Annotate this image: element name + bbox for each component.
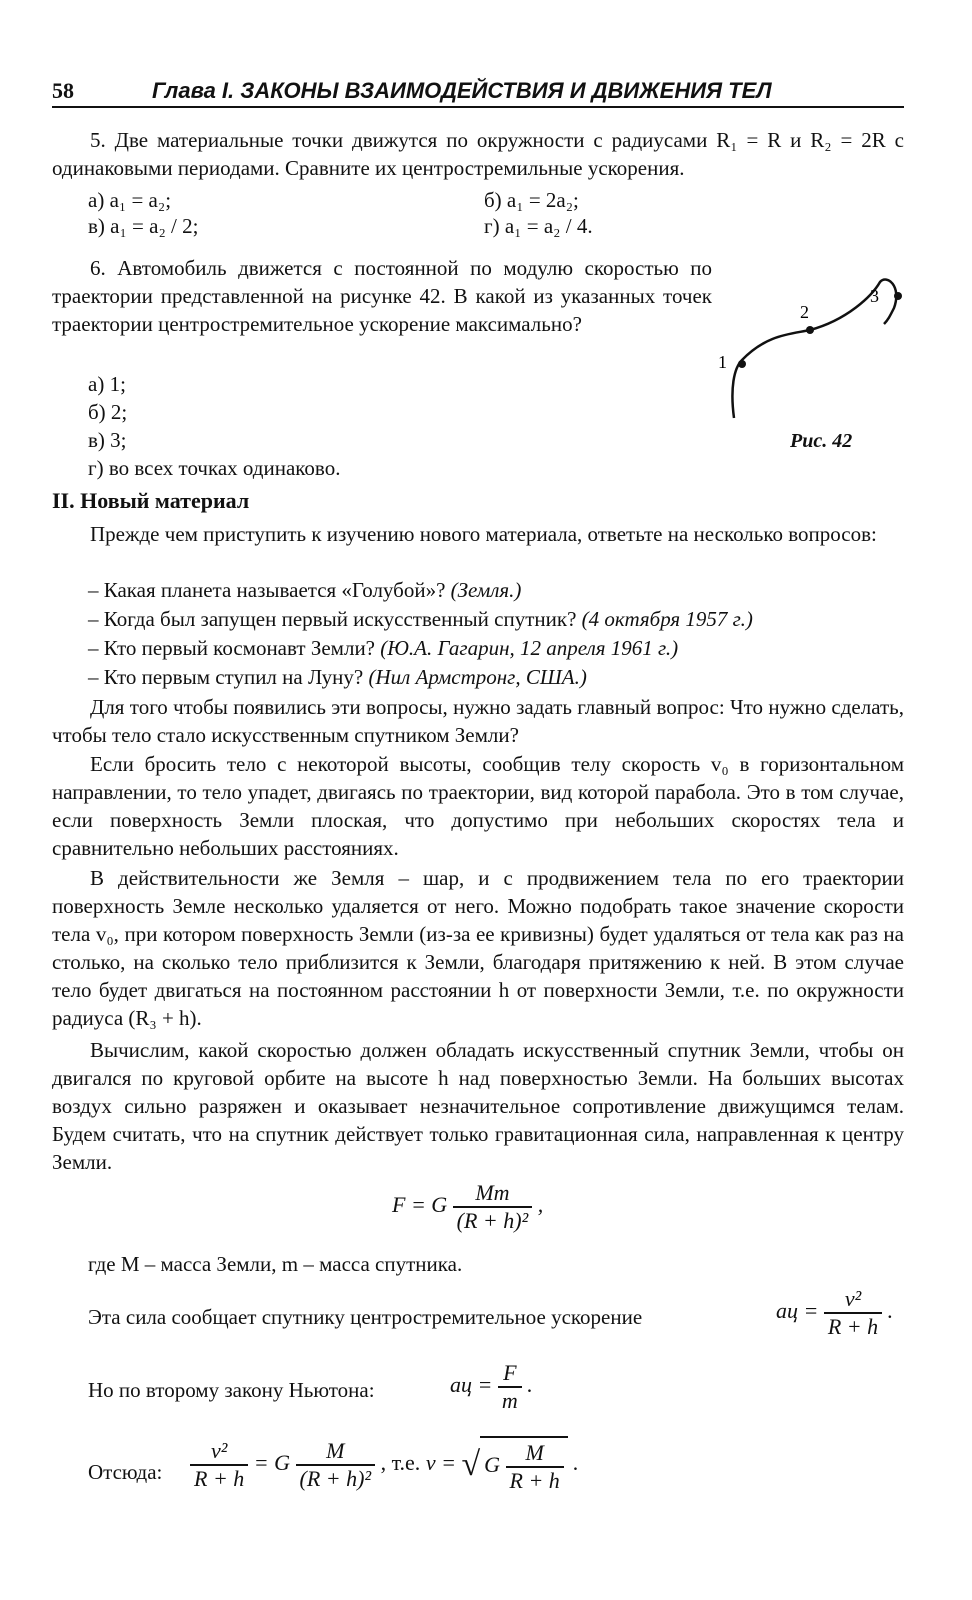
numerator: M	[506, 1440, 564, 1468]
paragraph-1: Для того чтобы появились эти вопросы, нужно задать главный вопрос: Что нужно сделать, чтобы тело стало искусственным спутником Земли?	[52, 695, 904, 747]
formula-tail: .	[887, 1298, 894, 1324]
section-title: II. Новый материал	[52, 488, 250, 513]
question-item	[88, 663, 587, 691]
formula-mid: = G	[253, 1450, 291, 1476]
numerator: M	[296, 1438, 376, 1466]
acceleration-formula	[776, 1286, 893, 1340]
question-text: – Кто первым ступил на Луну?	[88, 665, 369, 689]
point-label-1: 1	[718, 352, 727, 372]
newton-formula	[450, 1360, 533, 1414]
denominator: (R + h)²	[299, 1466, 372, 1491]
fraction	[453, 1180, 533, 1234]
fraction	[498, 1360, 522, 1414]
question-item	[88, 576, 521, 604]
velocity-formula	[190, 1436, 579, 1494]
point-label-2: 2	[800, 302, 809, 322]
point-2	[806, 326, 814, 334]
numerator: v²	[190, 1438, 248, 1466]
sqrt-sign: √	[461, 1446, 481, 1483]
paragraph-7: Отсюда:	[88, 1460, 163, 1484]
point-3	[894, 292, 902, 300]
page-header	[52, 72, 904, 108]
formula-left: aц =	[450, 1372, 493, 1398]
question-answer: (Нил Армстронг, США.)	[368, 665, 587, 689]
denominator: m	[501, 1388, 518, 1413]
paragraph-3: В действительности же Земля – шар, и с продвижением тела по его траектории поверхность Земле несколько удаляется от него. Можно подобрать такое значение скорости тела v₀, при котором поверхность Земли (из-за ее кривизны) будет удаляться от тела как раз на столько, на сколько тело приблизится к Земли, благодаря притяжению к ней. В этом случае тело будет двигаться на постоянном расстоянии h от поверхности Земли, т.е. по окружности радиуса (R₃ + h).	[52, 866, 904, 1030]
formula-left: F = G	[392, 1192, 448, 1218]
fraction	[824, 1286, 882, 1340]
question-6-text: 6. Автомобиль движется с постоянной по модулю скоростью по траектории представленной на рисунке 42. В какой из указанных точек траектории центростремительное ускорение максимально?	[52, 256, 712, 336]
paragraph-5: Эта сила сообщает спутнику центростремительное ускорение	[88, 1305, 643, 1329]
formula-left: aц =	[776, 1298, 819, 1324]
q5-option-b: б) a₁ = 2a₂;	[484, 188, 579, 212]
denominator: R + h	[827, 1314, 879, 1339]
q6-option-c: в) 3;	[88, 428, 127, 452]
question-5-text: 5. Две материальные точки движутся по окружности с радиусами R₁ = R и R₂ = 2R с одинаковыми периодами. Сравните их центростремильные ускорения.	[52, 128, 904, 180]
question-text: – Когда был запущен первый искусственный спутник?	[88, 607, 582, 631]
formula-tail: ,	[537, 1192, 544, 1218]
denominator: (R + h)²	[456, 1208, 529, 1233]
question-text: – Кто первый космонавт Земли?	[88, 636, 381, 660]
fraction	[190, 1438, 248, 1492]
q5-option-c: в) a₁ = a₂ / 2;	[88, 214, 199, 238]
point-label-3: 3	[870, 286, 879, 306]
q5-option-d: г) a₁ = a₂ / 4.	[484, 214, 593, 238]
formula-v: v =	[425, 1450, 456, 1476]
page-number: 58	[52, 78, 74, 103]
fraction	[296, 1438, 376, 1492]
numerator: Mm	[453, 1180, 533, 1208]
question-answer: (Земля.)	[450, 578, 522, 602]
where-line: где M – масса Земли, m – масса спутника.	[88, 1252, 463, 1276]
question-answer: (Ю.А. Гагарин, 12 апреля 1961 г.)	[380, 636, 679, 660]
q6-option-d: г) во всех точках одинаково.	[88, 456, 341, 480]
question-answer: (4 октября 1957 г.)	[581, 607, 753, 631]
q6-option-b: б) 2;	[88, 400, 128, 424]
sqrt-content	[480, 1436, 568, 1494]
formula-tail: .	[527, 1372, 533, 1398]
gravity-formula	[392, 1180, 543, 1234]
q5-option-a: а) a₁ = a₂;	[88, 188, 172, 212]
figure-caption: Рис. 42	[790, 430, 853, 452]
paragraph-2: Если бросить тело с некоторой высоты, сообщив телу скорость v₀ в горизонтальном направлении, то тело упадет, двигаясь по траектории, вид которой парабола. Это в том случае, если поверхность Земли плоская, что допустимо при небольших скоростях тела и сравнительно небольших расстояниях.	[52, 752, 904, 860]
denominator: R + h	[509, 1468, 560, 1493]
question-item	[88, 634, 678, 662]
formula-te: , т.е.	[380, 1450, 421, 1476]
formula-g: G	[484, 1452, 500, 1478]
question-text: – Какая планета называется «Голубой»?	[88, 578, 451, 602]
numerator: v²	[824, 1286, 882, 1314]
numerator: F	[498, 1360, 522, 1388]
chapter-title: Глава I. ЗАКОНЫ ВЗАИМОДЕЙСТВИЯ И ДВИЖЕНИЯ ТЕЛ	[152, 78, 772, 103]
q6-option-a: а) 1;	[88, 372, 126, 396]
section-intro: Прежде чем приступить к изучению нового материала, ответьте на несколько вопросов:	[90, 522, 877, 546]
formula-tail: .	[573, 1450, 579, 1476]
question-item	[88, 605, 753, 633]
point-1	[738, 360, 746, 368]
paragraph-4: Вычислим, какой скоростью должен обладать искусственный спутник Земли, чтобы он двигался по круговой орбите на высоте h над поверхностью Земли. На больших высотах воздух сильно разряжен и оказывает незначительное сопротивление движущимся телам. Будем считать, что на спутник действует только гравитационная сила, направленная к центру Земли.	[52, 1038, 904, 1174]
fraction	[506, 1440, 564, 1494]
denominator: R + h	[194, 1466, 245, 1491]
paragraph-6: Но по второму закону Ньютона:	[88, 1378, 375, 1402]
